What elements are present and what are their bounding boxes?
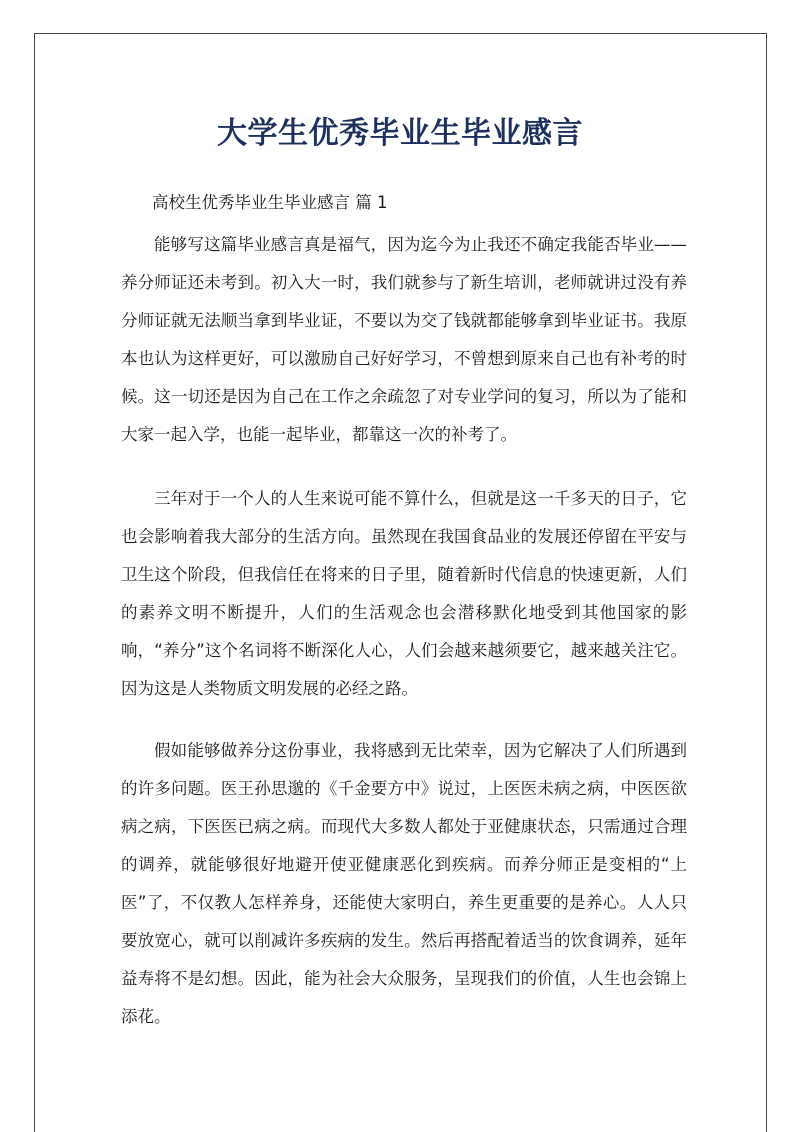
paragraph-2: 三年对于一个人的人生来说可能不算什么，但就是这一千多天的日子，它也会影响着我大部分的生活方向。虽然现在我国食品业的发展还停留在平安与卫生这个阶段，但我信任在将来的日子里，随着新时代信息的快速更新，人们的素养文明不断提升，人们的生活观念也会潜移默化地受到其他国家的影响，“养分”这个名词将不断深化人心，人们会越来越须要它，越来越关注它。因为这是人类物质文明发展的必经之路。 [121,489,687,698]
paragraph-3: 假如能够做养分这份事业，我将感到无比荣幸，因为它解决了人们所遇到的许多问题。医王孙思邈的《千金要方中》说过，上医医未病之病，中医医欲病之病，下医医已病之病。而现代大多数人都处于亚健康状态，只需通过合理的调养，就能够很好地避开使亚健康恶化到疾病。而养分师正是变相的“上医”了，不仅教人怎样养身，还能使大家明白，养生更重要的是养心。人人只要放宽心，就可以削减许多疾病的发生。然后再搭配着适当的饮食调养，延年益寿将不是幻想。因此，能为社会大众服务，呈现我们的价值，人生也会锦上添花。 [121,741,687,1026]
document-subtitle: 高校生优秀毕业生毕业感言 篇 1 [152,193,388,212]
document-title: 大学生优秀毕业生毕业感言 [217,116,583,151]
paragraph-1: 能够写这篇毕业感言真是福气，因为迄今为止我还不确定我能否毕业——养分师证还未考到。初入大一时，我们就参与了新生培训，老师就讲过没有养分师证就无法顺当拿到毕业证，不要以为交了钱就都能够拿到毕业证书。我原本也认为这样更好，可以激励自己好好学习，不曾想到原来自己也有补考的时候。这一切还是因为自己在工作之余疏忽了对专业学问的复习，所以为了能和大家一起入学，也能一起毕业，都靠这一次的补考了。 [121,235,687,444]
